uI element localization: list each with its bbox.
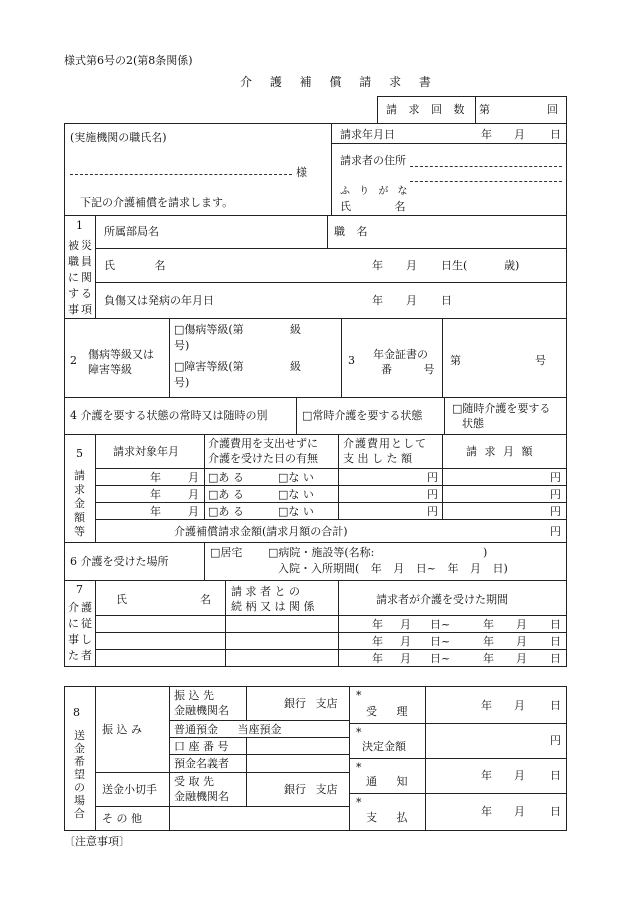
date-unit: 月 xyxy=(514,769,525,782)
period-date: 年 xyxy=(372,635,383,648)
office-mark: * xyxy=(356,689,362,702)
s2-label: 障害等級 xyxy=(88,363,132,376)
age: 歳) xyxy=(504,259,520,272)
injury-year: 年 xyxy=(372,294,383,307)
yen-unit: 円 xyxy=(427,505,438,518)
s1-side: 事項 xyxy=(68,303,94,316)
care-days-header: 介護費用を支出せずに xyxy=(208,437,318,450)
stay-period: 入院・入所期間( 年 月 日~ 年 月 日) xyxy=(278,562,508,575)
period-date: 年 xyxy=(372,618,383,631)
s7-number: 7 xyxy=(76,583,83,596)
period-date: 年 xyxy=(372,652,383,665)
yen-unit: 円 xyxy=(427,488,438,501)
no-checkbox[interactable]: □な い xyxy=(278,505,314,518)
period-date: 月 xyxy=(400,652,411,665)
yes-checkbox[interactable]: □あ る xyxy=(208,488,244,501)
payment-label: 支 払 xyxy=(366,811,408,824)
office-mark: * xyxy=(356,796,362,809)
row-month: 月 xyxy=(188,471,199,484)
s1-side: する xyxy=(68,287,94,300)
s7-side: た者 xyxy=(68,649,94,662)
yen-unit: 円 xyxy=(550,525,561,538)
s5-side: 等 xyxy=(74,525,85,538)
yen-unit: 円 xyxy=(550,471,561,484)
injury-month: 月 xyxy=(406,294,417,307)
receiving-bank-label: 金融機関名 xyxy=(174,790,229,803)
bank-transfer-label: 振 込 み xyxy=(102,723,142,736)
s2-number: 2 xyxy=(70,354,77,367)
date-unit: 年 xyxy=(481,805,492,818)
birth-year: 年 xyxy=(372,259,383,272)
relationship-label: 続 柄 又 は 関 係 xyxy=(231,600,315,613)
s5-side: 請 xyxy=(74,469,85,482)
paren-close: ) xyxy=(483,546,488,559)
period-date: 日~ xyxy=(430,618,451,631)
transfer-bank-label: 振 込 先 xyxy=(174,689,214,702)
receipt-label: 受 理 xyxy=(366,705,408,718)
claimant-name-label: 氏 名 xyxy=(340,200,406,213)
yen-unit: 円 xyxy=(550,505,561,518)
s8-side: 送 xyxy=(74,729,85,742)
form-number: 様式第6号の2(第8条関係) xyxy=(64,54,193,67)
injury-date-label: 負傷又は発病の年月日 xyxy=(104,294,214,307)
s1-side: 職員 xyxy=(68,255,94,268)
honorific: 様 xyxy=(296,166,307,179)
period-date: 月 xyxy=(516,618,527,631)
period-date: 年 xyxy=(483,618,494,631)
date-unit: 日 xyxy=(550,805,561,818)
s5-side: 求 xyxy=(74,483,85,496)
s5-side: 金 xyxy=(74,497,85,510)
pension-cert-label: 番 号 xyxy=(381,363,435,376)
row-month: 月 xyxy=(188,488,199,501)
pension-prefix: 第 xyxy=(450,354,461,367)
period-date: 月 xyxy=(516,652,527,665)
s8-side: 希 xyxy=(74,755,85,768)
s8-side: 場 xyxy=(74,794,85,807)
s1-side: に関 xyxy=(68,271,94,284)
remittance-check-label: 送金小切手 xyxy=(102,783,157,796)
period-date: 日~ xyxy=(430,635,451,648)
period-date: 月 xyxy=(400,635,411,648)
period-date: 月 xyxy=(400,618,411,631)
page-title: 介 護 補 償 請 求 書 xyxy=(240,75,438,89)
request-text: 下記の介護補償を請求します。 xyxy=(80,196,234,209)
agency-label: (実施機関の職氏名) xyxy=(70,131,167,144)
s4-label: 4 介護を要する状態の常時又は随時の別 xyxy=(70,409,268,422)
occasional-care-option[interactable]: □随時介護を要する xyxy=(452,402,551,415)
home-option[interactable]: □居宅 xyxy=(210,546,243,559)
yes-checkbox[interactable]: □あ る xyxy=(208,505,244,518)
hospital-option[interactable]: □病院・施設等(名称: xyxy=(268,546,375,559)
s7-side: に従 xyxy=(68,617,94,630)
injury-grade-option[interactable]: □傷病等級(第 xyxy=(174,323,244,336)
constant-care-option[interactable]: □常時介護を要する状態 xyxy=(302,409,423,422)
yen-unit: 円 xyxy=(427,471,438,484)
caregiver-name-label: 氏 xyxy=(116,593,127,606)
claim-date-year: 年 xyxy=(481,128,492,141)
date-unit: 月 xyxy=(514,699,525,712)
date-unit: 日 xyxy=(550,769,561,782)
birth-day: 日生( xyxy=(441,259,468,272)
total-claim-label: 介護補償請求金額(請求月額の合計) xyxy=(174,525,348,538)
receiving-bank-label: 受 取 先 xyxy=(174,775,214,788)
row-year: 年 xyxy=(150,471,161,484)
claim-date-month: 月 xyxy=(514,128,525,141)
s1-number: 1 xyxy=(76,219,83,232)
claim-date-day: 日 xyxy=(550,128,561,141)
s2-label: 傷病等級又は xyxy=(88,348,154,361)
date-unit: 年 xyxy=(481,699,492,712)
row-year: 年 xyxy=(150,488,161,501)
victim-name-label: 氏 名 xyxy=(104,259,166,272)
care-cost-header: 支 出 し た 額 xyxy=(343,452,412,465)
decided-amount-label: 決定金額 xyxy=(362,740,406,753)
office-mark: * xyxy=(356,761,362,774)
period-date: 年 xyxy=(483,635,494,648)
s3-number: 3 xyxy=(348,354,355,367)
period-date: 月 xyxy=(516,635,527,648)
claim-count-suffix: 回 xyxy=(547,103,558,116)
period-date: 日 xyxy=(550,618,561,631)
yen-unit: 円 xyxy=(550,488,561,501)
s8-side: 金 xyxy=(74,742,85,755)
other-method-label: そ の 他 xyxy=(102,812,142,825)
dept-label: 所属部局名 xyxy=(104,225,159,238)
bank-branch: 銀行 支店 xyxy=(284,697,338,710)
s5-number: 5 xyxy=(76,447,83,460)
grade-unit: 号) xyxy=(174,376,190,389)
occasional-care-option: 状態 xyxy=(462,417,484,430)
period-date: 日 xyxy=(550,635,561,648)
date-unit: 日 xyxy=(550,699,561,712)
no-checkbox[interactable]: □な い xyxy=(278,488,314,501)
yen-unit: 円 xyxy=(550,734,561,747)
s8-side: 合 xyxy=(74,807,85,820)
claim-date-label: 請求年月日 xyxy=(340,128,395,141)
pension-suffix: 号 xyxy=(535,354,546,367)
care-days-header: 介護を受けた日の有無 xyxy=(208,452,318,465)
pension-cert-label: 年金証書の xyxy=(373,348,428,361)
care-cost-header: 介護費用として xyxy=(343,437,427,450)
notes-heading: 〔注意事項〕 xyxy=(64,835,130,848)
transfer-bank-label: 金融機関名 xyxy=(174,704,229,717)
s6-label: 6 介護を受けた場所 xyxy=(70,555,169,568)
grade-unit: 級 xyxy=(290,323,301,336)
furigana-label: ふ り が な xyxy=(340,186,411,197)
claim-count-prefix: 第 xyxy=(479,103,490,116)
no-checkbox[interactable]: □な い xyxy=(278,471,314,484)
office-mark: * xyxy=(356,726,362,739)
s7-side: 事し xyxy=(68,633,94,646)
date-unit: 月 xyxy=(514,805,525,818)
period-date: 年 xyxy=(483,652,494,665)
s8-side: の xyxy=(74,781,85,794)
s7-side: 介護 xyxy=(68,601,94,614)
injury-day: 日 xyxy=(441,294,452,307)
grade-unit: 級 xyxy=(290,360,301,373)
account-number-label: 口 座 番 号 xyxy=(174,740,229,753)
s8-number: 8 xyxy=(73,706,80,719)
job-title-label: 職 名 xyxy=(334,225,368,238)
period-date: 日~ xyxy=(430,652,451,665)
grade-unit: 号) xyxy=(174,339,190,352)
yes-checkbox[interactable]: □あ る xyxy=(208,471,244,484)
monthly-claim-header: 請 求 月 額 xyxy=(466,445,535,458)
care-period-label: 請求者が介護を受けた期間 xyxy=(376,593,508,606)
target-month-header: 請求対象年月 xyxy=(113,445,179,458)
address-label: 請求者の住所 xyxy=(340,154,406,167)
claim-count-label: 請 求 回 数 xyxy=(386,103,469,116)
s1-side: 被災 xyxy=(68,239,94,252)
s5-side: 額 xyxy=(74,511,85,524)
caregiver-name-label: 名 xyxy=(200,593,211,606)
account-type: 普通預金 当座預金 xyxy=(174,723,282,736)
s8-side: 望 xyxy=(74,768,85,781)
row-month: 月 xyxy=(188,505,199,518)
account-holder-label: 預金名義者 xyxy=(174,757,229,770)
row-year: 年 xyxy=(150,505,161,518)
notice-label: 通 知 xyxy=(366,775,408,788)
date-unit: 年 xyxy=(481,769,492,782)
period-date: 日 xyxy=(550,652,561,665)
birth-month: 月 xyxy=(406,259,417,272)
bank-branch: 銀行 支店 xyxy=(284,783,338,796)
disability-grade-option[interactable]: □障害等級(第 xyxy=(174,360,244,373)
relationship-label: 請 求 者 と の xyxy=(231,585,300,598)
